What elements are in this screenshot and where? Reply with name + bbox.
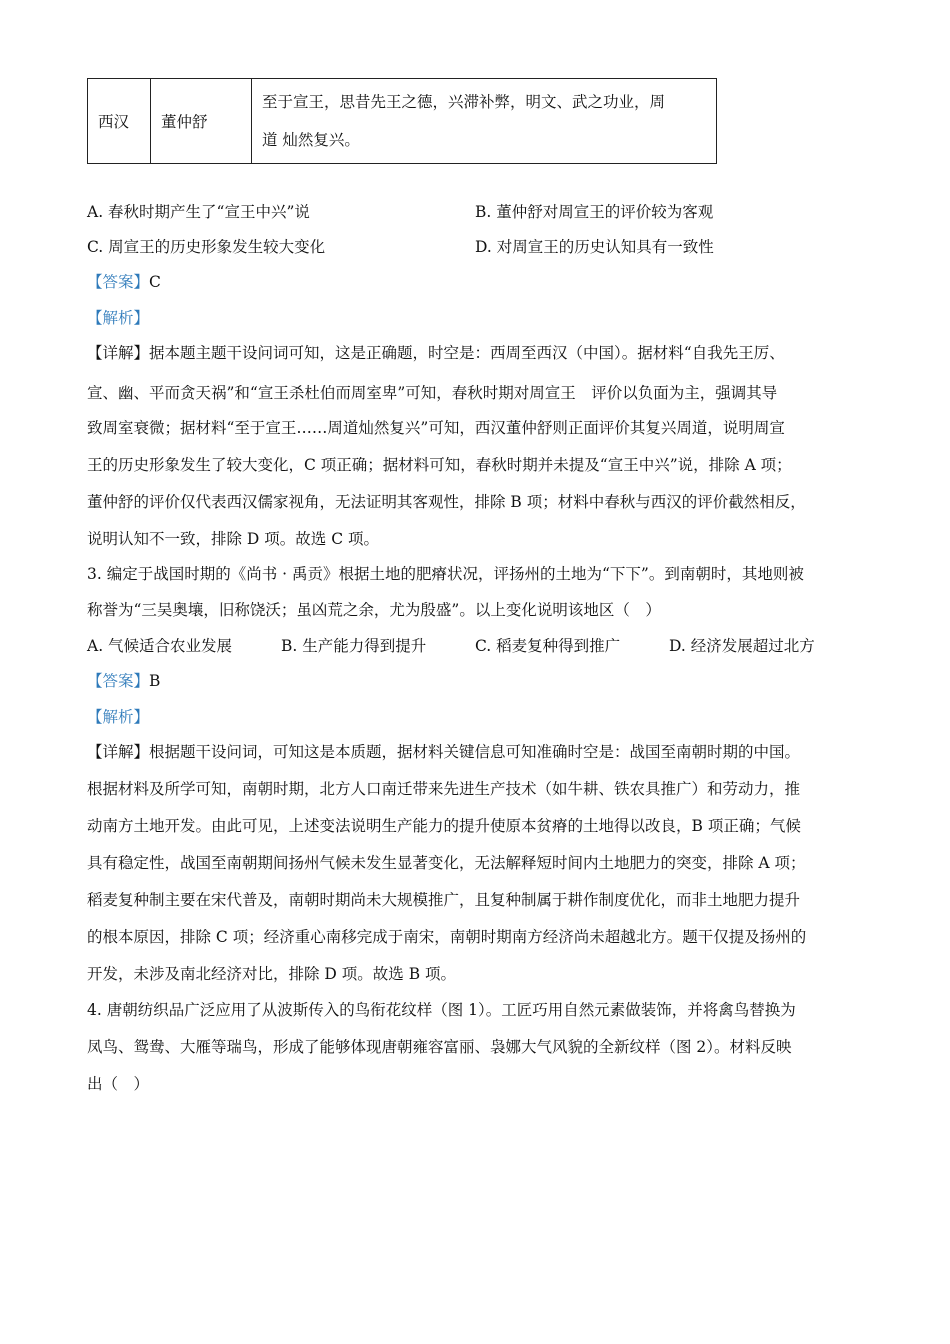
answer-value: B — [149, 672, 161, 690]
q2-analysis-tag: 【解析】 — [87, 309, 150, 327]
quote-line: 道 灿然复兴。 — [262, 131, 360, 149]
detail-tag: 【详解】 — [87, 743, 150, 761]
q3-analysis-tag: 【解析】 — [87, 708, 150, 726]
q3-option-b: B. 生产能力得到提升 — [281, 637, 427, 655]
q3-stem-line: 3. 编定于战国时期的《尚书 · 禹贡》根据土地的肥瘠状况，评扬州的土地为“下下”。到南朝时，其地则被 — [87, 565, 804, 583]
q2-option-b: B. 董仲舒对周宣王的评价较为客观 — [475, 203, 714, 221]
q2-detail-line — [87, 343, 785, 363]
answer-tag: 【答案】 — [87, 672, 150, 690]
q3-detail-line: 开发，未涉及南北经济对比，排除 D 项。故选 B 项。 — [87, 965, 457, 983]
detail-tag: 【详解】 — [87, 344, 150, 362]
q3-answer — [87, 671, 160, 691]
detail-text: 根据题干设问词，可知这是本质题，据材料关键信息可知准确时空是：战国至南朝时期的中国。 — [149, 743, 801, 761]
quote-line: 至于宣王，思昔先王之德，兴滞补弊，明文、武之功业，周 — [262, 93, 666, 111]
q3-detail-line: 根据材料及所学可知，南朝时期，北方人口南迁带来先进生产技术（如牛耕、铁农具推广）和劳动力，推 — [87, 780, 801, 798]
q4-stem-line: 4. 唐朝纺织品广泛应用了从波斯传入的鸟衔花纹样（图 1）。工匠巧用自然元素做装饰，并将禽鸟替换为 — [87, 1001, 796, 1019]
q3-option-a: A. 气候适合农业发展 — [87, 637, 233, 655]
answer-value: C — [149, 273, 161, 291]
table-row — [88, 79, 717, 164]
q2-detail-line: 致周室衰微；据材料“至于宣王……周道灿然复兴”可知，西汉董仲舒则正面评价其复兴周道，说明周宣 — [87, 419, 785, 437]
q3-detail-line — [87, 742, 800, 762]
detail-text: 据本题主题干设问词可知，这是正确题，时空是：西周至西汉（中国）。据材料“自我先王厉、 — [149, 344, 785, 362]
q2-option-a: A. 春秋时期产生了“宣王中兴”说 — [87, 203, 310, 221]
q2-option-c: C. 周宣王的历史形象发生较大变化 — [87, 238, 326, 256]
q3-stem-line: 称誉为“三吴奥壤，旧称饶沃；虽凶荒之余，尤为殷盛”。以上变化说明该地区（ ） — [87, 601, 661, 619]
q3-detail-line: 的根本原因，排除 C 项；经济重心南移完成于南宋，南朝时期南方经济尚未超越北方。题干仅提及扬州的 — [87, 928, 807, 946]
q3-detail-line: 稻麦复种制主要在宋代普及，南朝时期尚未大规模推广，且复种制属于耕作制度优化，而非土地肥力提升 — [87, 891, 801, 909]
q3-detail-line: 具有稳定性，战国至南朝期间扬州气候未发生显著变化，无法解释短时间内土地肥力的突变，排除 A 项； — [87, 854, 806, 872]
q3-detail-line: 动南方土地开发。由此可见，上述变法说明生产能力的提升使原本贫瘠的土地得以改良，B 项正确；气候 — [87, 817, 801, 835]
q4-stem-line: 凤鸟、鸳鸯、大雁等瑞鸟，形成了能够体现唐朝雍容富丽、袅娜大气风貌的全新纹样（图 2）。材料反映 — [87, 1038, 792, 1056]
q2-option-d: D. 对周宣王的历史认知具有一致性 — [475, 238, 714, 256]
quote-cell — [252, 79, 717, 164]
answer-tag: 【答案】 — [87, 273, 150, 291]
q2-detail-line: 宣、幽、平而贪天祸”和“宣王杀杜伯而周室卑”可知，春秋时期对周宣王 评价以负面为主，强调其导 — [87, 384, 778, 402]
q2-detail-line: 王的历史形象发生了较大变化，C 项正确；据材料可知，春秋时期并未提及“宣王中兴”说，排除 A 项； — [87, 456, 792, 474]
q4-stem-line: 出（ ） — [87, 1075, 150, 1093]
q3-option-c: C. 稻麦复种得到推广 — [475, 637, 621, 655]
q2-detail-line: 董仲舒的评价仅代表西汉儒家视角，无法证明其客观性，排除 B 项；材料中春秋与西汉的评价截然相反， — [87, 493, 806, 511]
person-cell: 董仲舒 — [151, 79, 252, 164]
source-table — [87, 78, 717, 164]
q2-detail-line: 说明认知不一致，排除 D 项。故选 C 项。 — [87, 530, 379, 548]
q3-option-d: D. 经济发展超过北方 — [669, 637, 815, 655]
dynasty-cell: 西汉 — [88, 79, 151, 164]
q2-answer — [87, 272, 161, 292]
